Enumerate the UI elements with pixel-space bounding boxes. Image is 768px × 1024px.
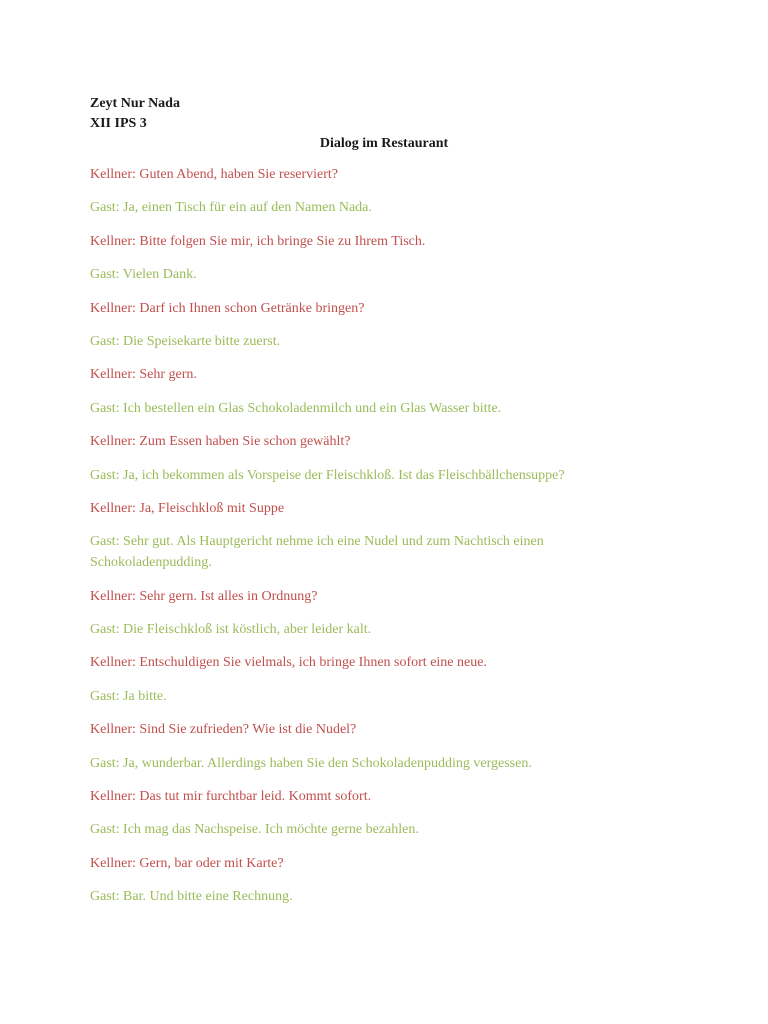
dialog-line-kellner: Kellner: Bitte folgen Sie mir, ich bringe Sie zu Ihrem Tisch. [90,233,426,249]
dialog-line-gast: Gast: Sehr gut. Als Hauptgericht nehme ich eine Nudel und zum Nachtisch einen Schokoladenpudding. [90,534,544,571]
dialog-line-gast: Gast: Ja bitte. [90,688,167,704]
document-page [90,94,690,920]
dialog-line-kellner: Kellner: Sehr gern. [90,367,197,383]
dialog-line-kellner: Kellner: Sind Sie zufrieden? Wie ist die Nudel? [90,722,357,738]
class-label: XII IPS 3 [90,116,147,131]
dialog-line-kellner: Kellner: Ja, Fleischkloß mit Suppe [90,500,285,516]
dialog-line-kellner: Kellner: Entschuldigen Sie vielmals, ich bringe Ihnen sofort eine neue. [90,655,487,671]
dialog-list [90,164,690,907]
document-title: Dialog im Restaurant [319,136,449,151]
dialog-line-gast: Gast: Vielen Dank. [90,267,197,283]
dialog-line-gast: Gast: Bar. Und bitte eine Rechnung. [90,889,293,905]
author-name: Zeyt Nur Nada [90,96,180,111]
dialog-line-kellner: Kellner: Gern, bar oder mit Karte? [90,855,284,871]
dialog-line-kellner: Kellner: Guten Abend, haben Sie reserviert? [90,167,339,182]
dialog-line-gast: Gast: Die Speisekarte bitte zuerst. [90,333,281,349]
dialog-line-kellner: Kellner: Zum Essen haben Sie schon gewählt? [90,434,351,450]
dialog-line-gast: Gast: Ja, wunderbar. Allerdings haben Sie den Schokoladenpudding vergessen. [90,755,532,771]
dialog-line-gast: Gast: Ich mag das Nachspeise. Ich möchte gerne bezahlen. [90,822,419,838]
dialog-line-gast: Gast: Ja, einen Tisch für ein auf den Namen Nada. [90,200,372,216]
dialog-line-gast: Gast: Ja, ich bekommen als Vorspeise der Fleischkloß. Ist das Fleischbällchensuppe? [90,467,565,483]
dialog-line-gast: Gast: Ich bestellen ein Glas Schokoladenmilch und ein Glas Wasser bitte. [90,400,502,416]
dialog-line-gast: Gast: Die Fleischkloß ist köstlich, aber leider kalt. [90,622,372,638]
dialog-line-kellner: Kellner: Sehr gern. Ist alles in Ordnung? [90,588,318,604]
dialog-line-kellner: Kellner: Das tut mir furchtbar leid. Kommt sofort. [90,789,372,805]
dialog-line-kellner: Kellner: Darf ich Ihnen schon Getränke bringen? [90,300,365,316]
